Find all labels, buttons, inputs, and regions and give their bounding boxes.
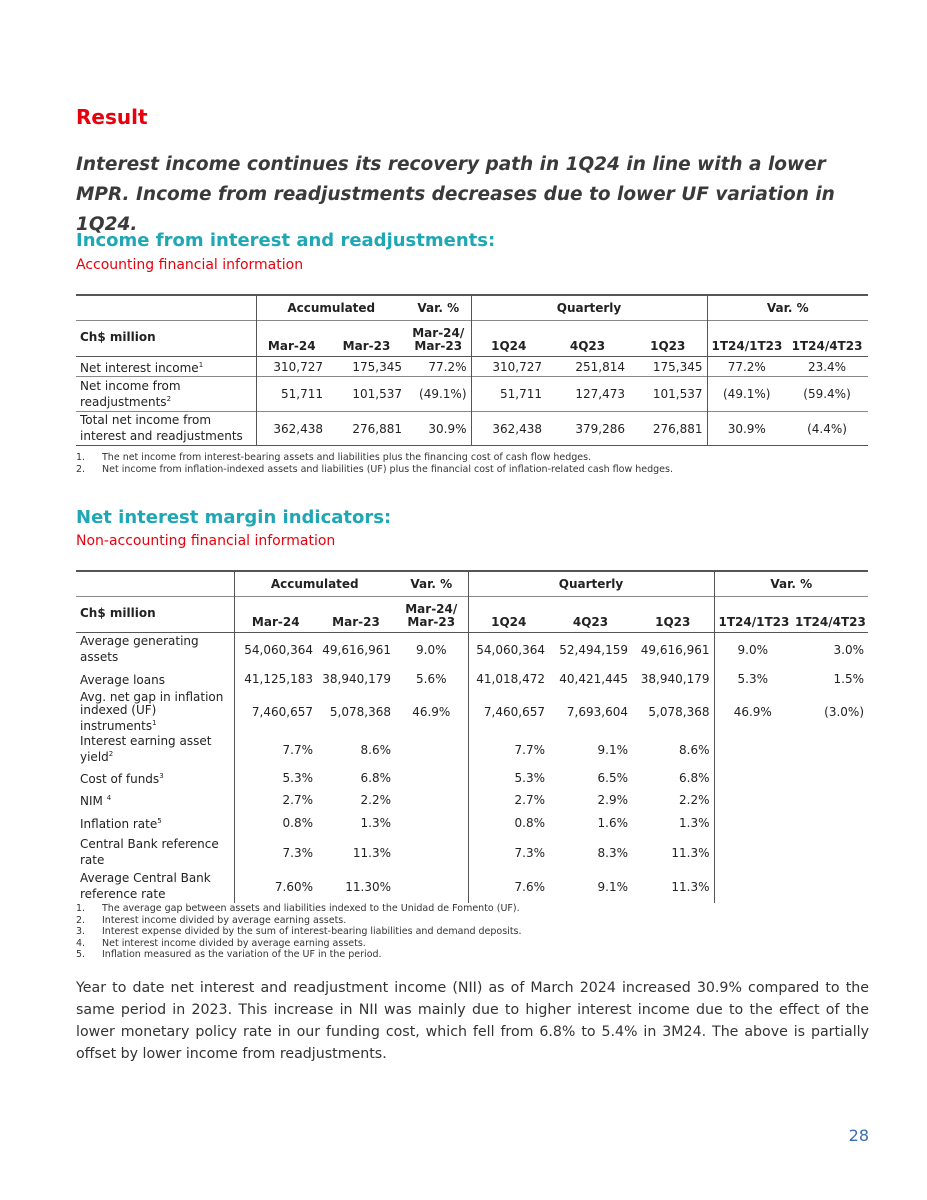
cell: 6.8% xyxy=(360,770,391,785)
header-1t24-1t23: 1T24/1T23 xyxy=(714,597,791,633)
cell: 54,060,364 xyxy=(234,633,317,667)
cell: 7.60% xyxy=(234,871,317,903)
header-label: Ch$ million xyxy=(80,330,156,344)
page-number: 28 xyxy=(848,1126,869,1145)
interest-income-table xyxy=(76,294,868,446)
cell xyxy=(395,835,468,871)
cell xyxy=(395,811,468,835)
cell: 0.8% xyxy=(514,815,545,830)
table-row xyxy=(76,691,868,733)
cell: 38,940,179 xyxy=(322,671,391,686)
header-mar23: Mar-23 xyxy=(342,339,391,353)
group-accumulated: Accumulated xyxy=(256,295,406,321)
cell: 379,286 xyxy=(575,421,625,436)
cell: (49.1%) xyxy=(406,377,471,412)
cell: 6.8% xyxy=(679,770,710,785)
cell: 23.4% xyxy=(807,359,847,374)
group-var-quarterly: Var. % xyxy=(714,571,868,597)
row-label: Net income from readjustments$^2$ xyxy=(80,378,181,409)
cell: 3.0% xyxy=(833,642,865,657)
cell: 7.7% xyxy=(234,733,317,767)
group-var: Var. % xyxy=(406,295,471,321)
cell: 11.3% xyxy=(352,845,391,860)
table-row xyxy=(76,357,868,377)
header-mar23: Mar-23 xyxy=(332,615,380,629)
header-4q23: 4Q23 xyxy=(572,615,609,629)
cell: 7,460,657 xyxy=(234,691,317,733)
table-row xyxy=(76,412,868,446)
group-quarterly: Quarterly xyxy=(556,301,622,315)
cell: 9.0% xyxy=(714,633,791,667)
cell: 46.9% xyxy=(714,691,791,733)
footnote: 1. The average gap between assets and liabilities indexed to the Unidad de Fomento (UF). xyxy=(76,903,520,914)
cell: 310,727 xyxy=(256,357,327,377)
cell: 2.9% xyxy=(597,792,628,807)
cell: 2.2% xyxy=(360,792,391,807)
cell: 9.0% xyxy=(395,633,468,667)
cell xyxy=(791,733,868,767)
cell: 51,711 xyxy=(256,377,327,412)
cell: 5,078,368 xyxy=(329,704,391,719)
cell: 7.6% xyxy=(514,879,545,894)
cell: (59.4%) xyxy=(803,387,851,401)
row-label: Total net income from interest and readjustments xyxy=(80,413,243,443)
cell xyxy=(714,789,791,811)
footnote: 5. Inflation measured as the variation of the UF in the period. xyxy=(76,949,382,960)
table-row xyxy=(76,377,868,412)
header-1q24: 1Q24 xyxy=(491,339,527,353)
row-label: Average loans xyxy=(80,672,165,687)
cell: 362,438 xyxy=(256,412,327,446)
cell: 276,881 xyxy=(352,421,402,436)
cell: 276,881 xyxy=(652,421,703,436)
row-label: Avg. net gap in inflation indexed (UF) instruments$^1$ xyxy=(80,690,224,733)
header-1t24-4t23: 1T24/4T23 xyxy=(795,615,866,629)
table-row xyxy=(76,871,868,903)
cell: (4.4%) xyxy=(807,421,847,436)
header-1t24-4t23: 1T24/4T23 xyxy=(791,339,863,353)
section1-footnotes xyxy=(76,452,673,475)
cell: 7.7% xyxy=(514,742,545,757)
cell: 77.2% xyxy=(707,357,786,377)
section1-title: Income from interest and readjustments: xyxy=(76,230,496,251)
cell: 362,438 xyxy=(492,421,542,436)
section1-subtitle: Accounting financial information xyxy=(76,257,304,273)
cell: 49,616,961 xyxy=(322,642,391,657)
cell: 41,125,183 xyxy=(234,667,317,691)
cell: 127,473 xyxy=(575,387,625,401)
cell: 30.9% xyxy=(707,412,786,446)
cell xyxy=(714,871,791,903)
cell: 77.2% xyxy=(406,357,471,377)
header-mar24: Mar-24 xyxy=(256,321,327,357)
cell: 1.5% xyxy=(833,671,865,686)
header-1q24: 1Q24 xyxy=(491,615,527,629)
cell: 2.2% xyxy=(679,792,710,807)
cell: 5.6% xyxy=(395,667,468,691)
cell: 11.3% xyxy=(671,879,710,894)
cell: 30.9% xyxy=(406,412,471,446)
cell: 8.3% xyxy=(597,845,628,860)
header-var: Mar-24/ Mar-23 xyxy=(395,597,468,633)
cell: 9.1% xyxy=(597,742,628,757)
header-var: Mar-24/ Mar-23 xyxy=(406,321,471,357)
cell xyxy=(395,789,468,811)
cell: 5.3% xyxy=(514,770,545,785)
cell xyxy=(395,871,468,903)
cell xyxy=(791,811,868,835)
cell: 101,537 xyxy=(352,387,402,401)
cell: 38,940,179 xyxy=(640,671,710,686)
header-4q23: 4Q23 xyxy=(569,339,606,353)
cell: 11.3% xyxy=(671,845,710,860)
row-label: Central Bank reference rate xyxy=(80,837,219,867)
cell: 46.9% xyxy=(395,691,468,733)
cell: 1.3% xyxy=(360,815,391,830)
cell: 7,460,657 xyxy=(483,704,545,719)
cell: 251,814 xyxy=(575,359,625,374)
cell xyxy=(714,835,791,871)
cell: 1.6% xyxy=(597,815,628,830)
row-label: Interest earning asset yield$^2$ xyxy=(80,734,212,764)
cell: (3.0%) xyxy=(824,704,865,719)
row-label: Average generating assets xyxy=(80,634,199,665)
cell: 7.3% xyxy=(234,835,317,871)
cell: 5.3% xyxy=(714,667,791,691)
cell: 2.7% xyxy=(514,792,545,807)
cell: 49,616,961 xyxy=(640,642,710,657)
cell: 101,537 xyxy=(652,387,703,401)
group-var-quarterly: Var. % xyxy=(707,295,868,321)
corner-cell xyxy=(76,571,234,597)
cell xyxy=(395,733,468,767)
cell: 7,693,604 xyxy=(566,704,628,719)
cell: 40,421,445 xyxy=(559,671,628,686)
header-label: Ch$ million xyxy=(80,606,156,620)
cell: 0.8% xyxy=(234,811,317,835)
cell: 6.5% xyxy=(597,770,628,785)
body-paragraph: Year to date net interest and readjustment income (NII) as of March 2024 increased 30.9% compared to the same period in 2023. This increase in NII was mainly due to higher interest income due to the effect of the lower monetary policy rate in our funding cost, which fell from 6.8% to 5.4% in 3M24. The above is partially offset by lower income from readjustments. xyxy=(76,980,869,1062)
footnote: 2. Interest income divided by average earning assets. xyxy=(76,914,347,926)
cell: 2.7% xyxy=(234,789,317,811)
group-accumulated: Accumulated xyxy=(234,571,395,597)
group-var: Var. % xyxy=(395,571,468,597)
cell: 54,060,364 xyxy=(476,642,545,657)
row-label: Inflation rate$^5$ xyxy=(80,816,162,831)
corner-cell xyxy=(76,295,256,321)
cell: 175,345 xyxy=(652,359,703,374)
footnote: 1. The net income from interest-bearing assets and liabilities plus the financing cost of cash flow hedges. xyxy=(76,452,592,463)
cell: 7.3% xyxy=(514,845,545,860)
cell: 9.1% xyxy=(597,879,628,894)
nim-indicators-table xyxy=(76,570,868,903)
table-row xyxy=(76,789,868,811)
row-label: Net interest income$^1$ xyxy=(80,360,204,375)
header-1t24-1t23: 1T24/1T23 xyxy=(707,321,786,357)
cell: 11.30% xyxy=(345,879,391,894)
cell xyxy=(791,767,868,789)
cell xyxy=(395,767,468,789)
section2-footnotes xyxy=(76,903,522,961)
cell: 175,345 xyxy=(352,359,402,374)
cell xyxy=(791,871,868,903)
cell: (49.1%) xyxy=(707,377,786,412)
header-mar24: Mar-24 xyxy=(234,597,317,633)
cell: 41,018,472 xyxy=(476,671,545,686)
headline: Interest income continues its recovery path in 1Q24 in line with a lower MPR. Income from readjustments decreases due to lower UF variation in 1Q24. xyxy=(76,154,835,235)
group-quarterly: Quarterly xyxy=(558,577,624,591)
cell: 1.3% xyxy=(679,815,710,830)
table-row xyxy=(76,811,868,835)
cell xyxy=(714,767,791,789)
footnote: 2. Net income from inflation-indexed assets and liabilities (UF) plus the financial cost of inflation-related cash flow hedges. xyxy=(76,463,673,475)
row-label: Cost of funds$^3$ xyxy=(80,771,164,786)
section2-subtitle: Non-accounting financial information xyxy=(76,533,336,549)
table-row xyxy=(76,667,868,691)
cell: 310,727 xyxy=(492,359,542,374)
table-row xyxy=(76,733,868,767)
row-label: NIM $^4$ xyxy=(80,793,112,808)
footnote: 3. Interest expense divided by the sum of interest-bearing liabilities and demand deposits. xyxy=(76,926,522,937)
cell xyxy=(714,733,791,767)
cell: 5,078,368 xyxy=(648,704,710,719)
cell: 8.6% xyxy=(360,742,391,757)
section2-title: Net interest margin indicators: xyxy=(76,507,392,528)
footnote: 4. Net interest income divided by average earning assets. xyxy=(76,937,366,949)
cell: 51,711 xyxy=(500,387,542,401)
cell xyxy=(714,811,791,835)
row-label: Average Central Bank reference rate xyxy=(80,871,211,901)
table-row xyxy=(76,767,868,789)
cell xyxy=(791,835,868,871)
cell: 8.6% xyxy=(679,742,710,757)
header-1q23: 1Q23 xyxy=(650,339,686,353)
cell: 52,494,159 xyxy=(559,642,628,657)
table-row xyxy=(76,835,868,871)
cell xyxy=(791,789,868,811)
table-row xyxy=(76,633,868,667)
section-heading-result: Result xyxy=(76,105,148,129)
header-1q23: 1Q23 xyxy=(655,615,691,629)
cell: 5.3% xyxy=(234,767,317,789)
